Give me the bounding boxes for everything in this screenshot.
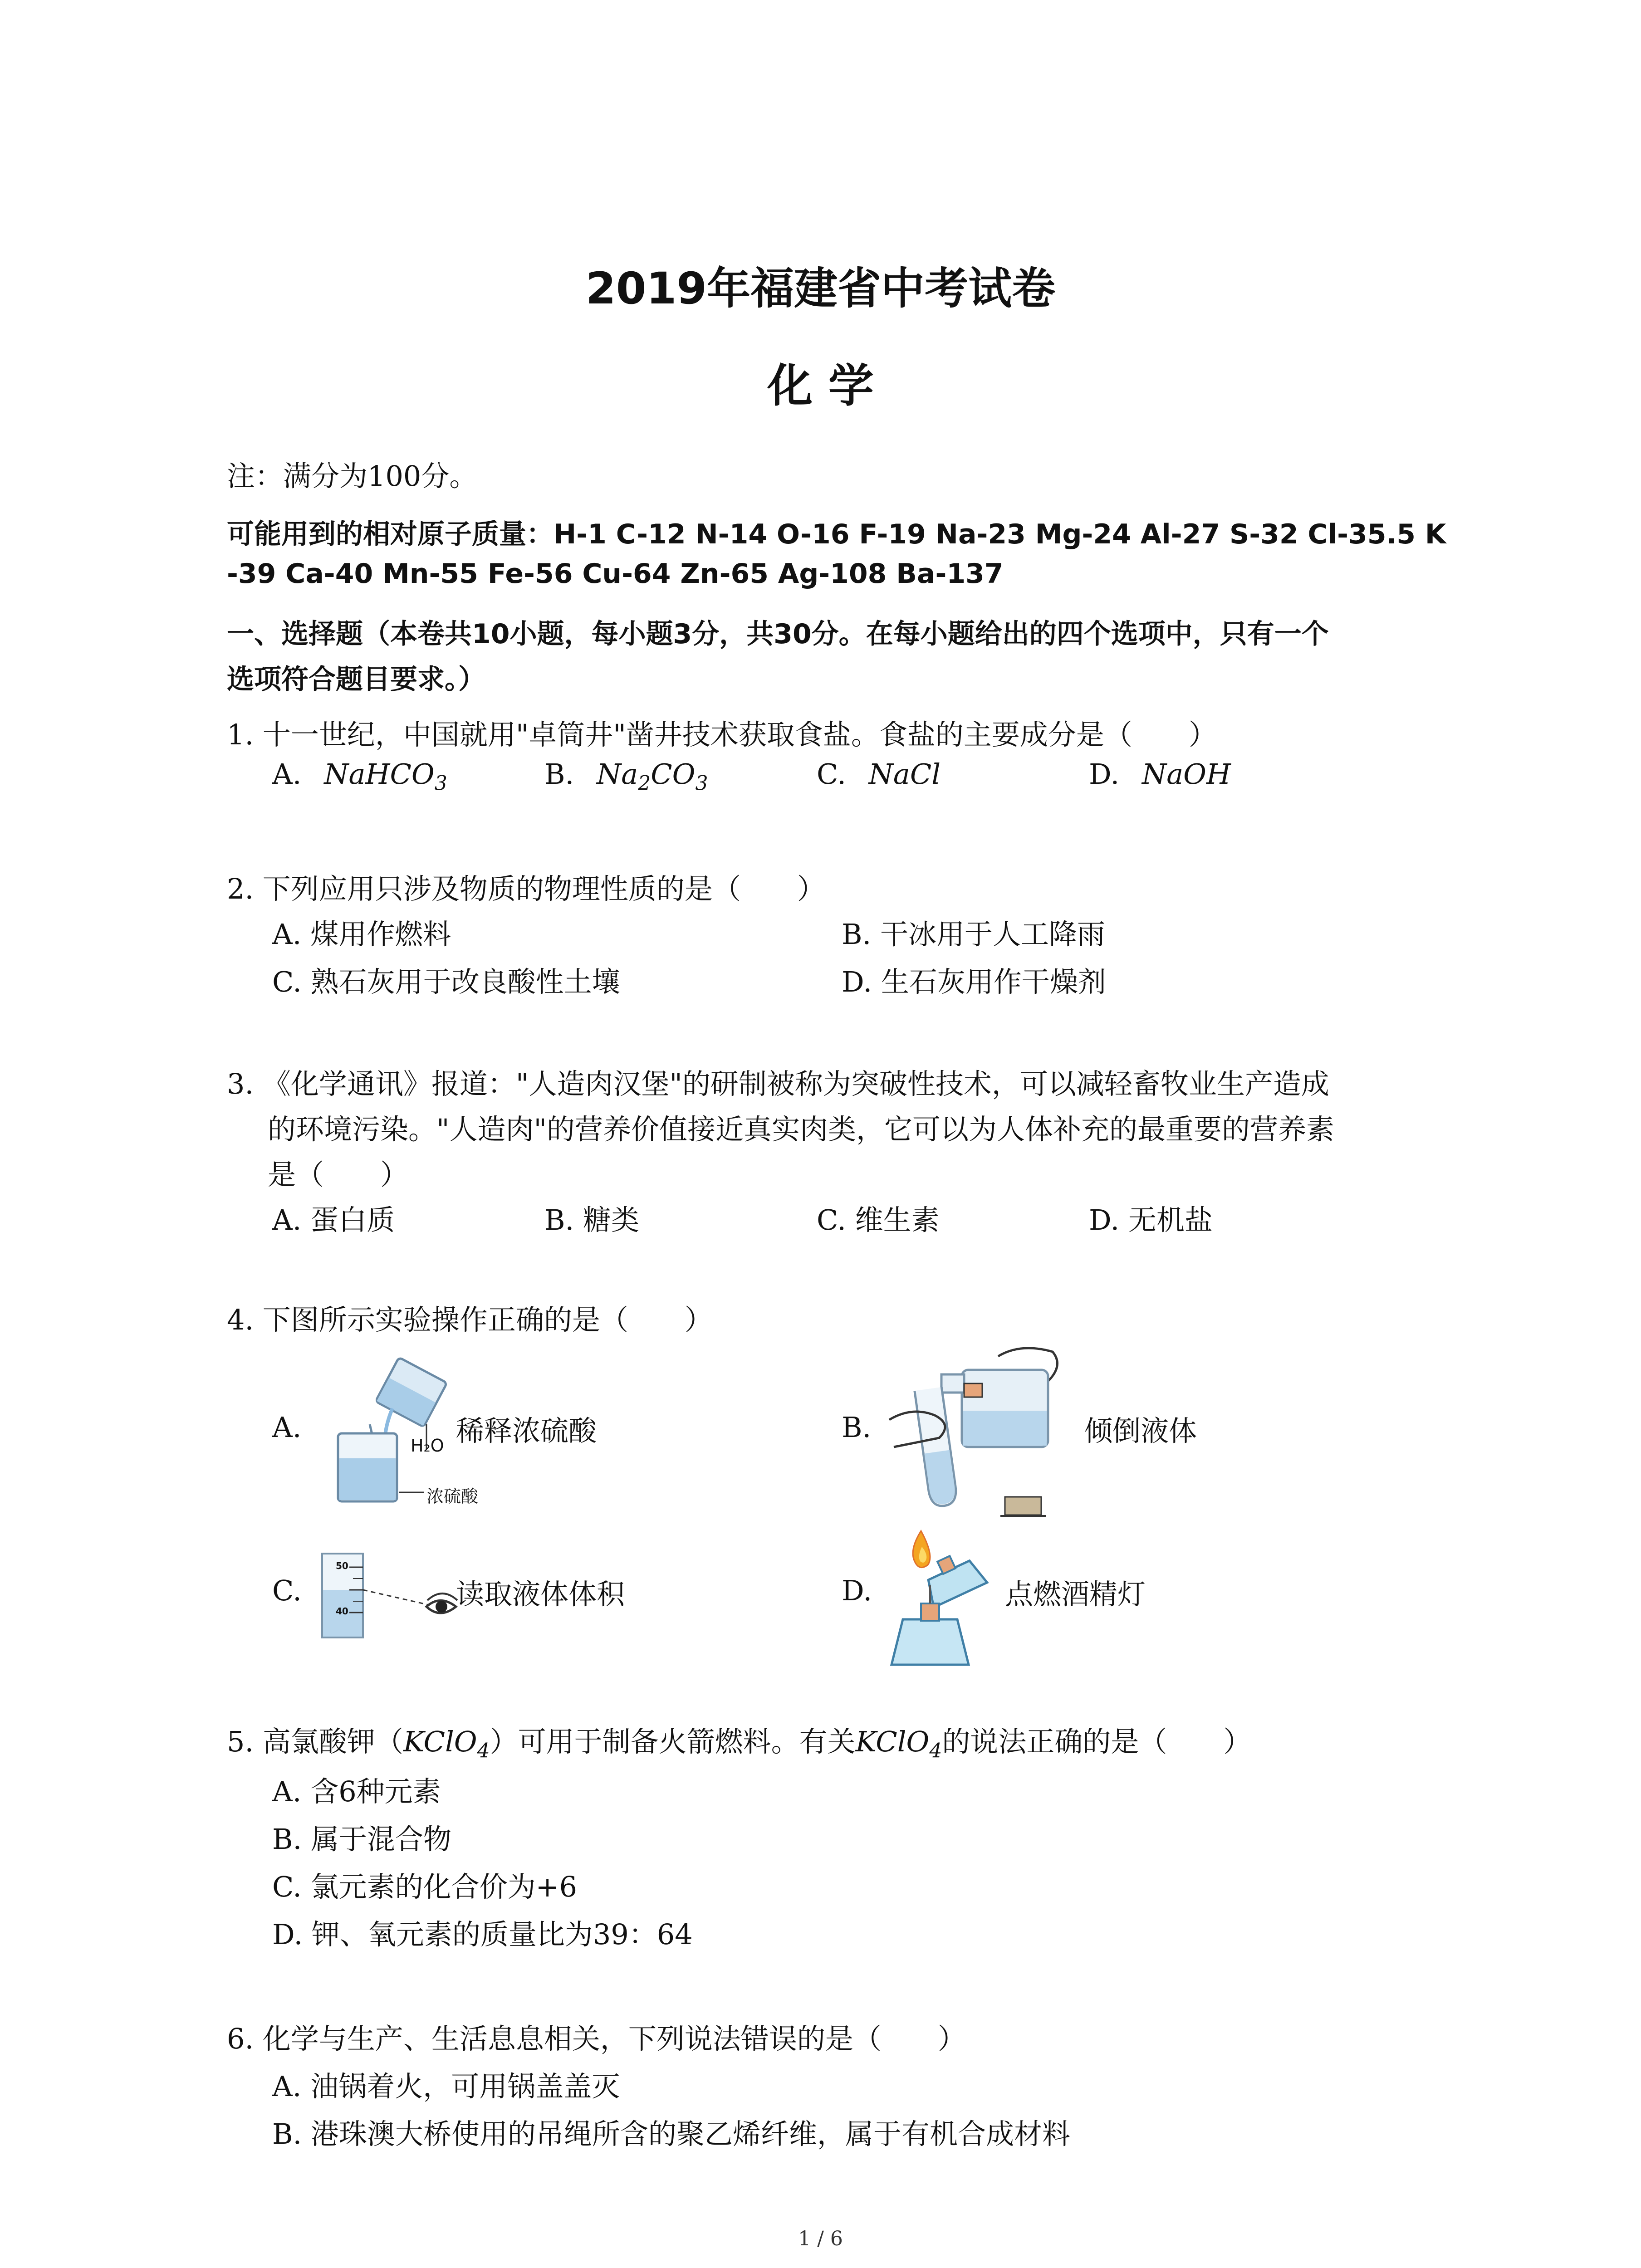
- q1-option-c-label: C.: [817, 758, 846, 791]
- q5-stem-post: 的说法正确的是（ ）: [942, 1725, 1252, 1758]
- water-label: H₂O: [411, 1436, 444, 1456]
- q3-stem-line-1: 3. 《化学通讯》报道："人造肉汉堡"的研制被称为突破性技术，可以减轻畜牧业生产造成: [227, 1067, 1329, 1100]
- section-heading-line-2: 选项符合题目要求。）: [227, 664, 485, 695]
- q1-option-b-sub-1: 2: [638, 772, 651, 795]
- q2-option-c: C. 熟石灰用于改良酸性土壤: [272, 965, 620, 998]
- q1-option-c: [817, 758, 941, 791]
- q5-formula-2-sub: 4: [929, 1739, 942, 1763]
- q4-option-d-caption: 点燃酒精灯: [1005, 1578, 1146, 1611]
- pouring-liquid-illustration: [885, 1338, 1075, 1529]
- q4-option-d-label: D.: [842, 1574, 872, 1607]
- alcohol-lamp-illustration: [885, 1529, 1003, 1674]
- q4-option-b-label: B.: [842, 1411, 872, 1444]
- page-number: 1 / 6: [798, 2227, 843, 2250]
- page-title: 2019年福建省中考试卷: [585, 263, 1056, 314]
- q1-option-c-formula: NaCl: [868, 758, 941, 791]
- cylinder-tick-40: 40: [336, 1606, 348, 1617]
- q5-option-d: D. 钾、氧元素的质量比为39：64: [272, 1918, 693, 1951]
- q2-option-b: B. 干冰用于人工降雨: [842, 918, 1105, 951]
- q1-option-a-label: A.: [272, 758, 302, 791]
- q5-stem: [227, 1719, 1251, 1762]
- q4-option-c-label: C.: [272, 1574, 302, 1607]
- q1-option-d: [1089, 758, 1231, 791]
- q1-option-b-label: B.: [544, 758, 574, 791]
- q1-option-d-formula: NaOH: [1141, 758, 1231, 791]
- subject-title: 化 学: [767, 359, 874, 412]
- q4-option-b-caption: 倾倒液体: [1084, 1414, 1197, 1447]
- q1-option-b: [544, 758, 708, 795]
- q4-stem: 4. 下图所示实验操作正确的是（ ）: [227, 1303, 713, 1336]
- q5-option-b: B. 属于混合物: [272, 1823, 451, 1856]
- q3-stem-line-3: 是（ ）: [268, 1158, 409, 1191]
- q5-option-c: C. 氯元素的化合价为+6: [272, 1870, 578, 1903]
- q5-option-a: A. 含6种元素: [272, 1775, 441, 1808]
- q5-formula-1: KClO: [403, 1725, 477, 1758]
- q3-option-a: A. 蛋白质: [272, 1203, 395, 1237]
- score-note: 注：满分为100分。: [227, 459, 478, 493]
- q2-option-a: A. 煤用作燃料: [272, 918, 451, 951]
- q3-option-c: C. 维生素: [817, 1203, 940, 1237]
- q1-option-a: [272, 758, 447, 795]
- q1-option-b-formula-1: Na: [597, 758, 638, 791]
- sulfuric-acid-label: 浓硫酸: [426, 1486, 479, 1506]
- q1-stem: 1. 十一世纪，中国就用"卓筒井"凿井技术获取食盐。食盐的主要成分是（ ）: [227, 718, 1217, 751]
- q2-stem: 2. 下列应用只涉及物质的物理性质的是（ ）: [227, 872, 825, 905]
- q2-option-d: D. 生石灰用作干燥剂: [842, 965, 1106, 998]
- q1-option-b-sub-2: 3: [695, 772, 708, 795]
- q1-option-d-label: D.: [1089, 758, 1120, 791]
- atomic-mass-line-1: 可能用到的相对原子质量：H-1 C-12 N-14 O-16 F-19 Na-23 Mg-24 Al-27 S-32 Cl-35.5 K: [227, 518, 1446, 550]
- q3-option-d: D. 无机盐: [1089, 1203, 1213, 1237]
- q5-stem-pre: 5. 高氯酸钾（: [227, 1725, 403, 1758]
- section-heading-line-1: 一、选择题（本卷共10小题，每小题3分，共30分。在每小题给出的四个选项中，只有一个: [227, 618, 1329, 650]
- q4-option-a-label: A.: [272, 1411, 302, 1444]
- q1-option-b-formula-2: CO: [651, 758, 696, 791]
- q6-stem: 6. 化学与生产、生活息息相关，下列说法错误的是（ ）: [227, 2022, 966, 2055]
- atomic-mass-line-2: -39 Ca-40 Mn-55 Fe-56 Cu-64 Zn-65 Ag-108 Ba-137: [227, 558, 1004, 590]
- q3-stem-line-2: 的环境污染。"人造肉"的营养价值接近真实肉类，它可以为人体补充的最重要的营养素: [268, 1113, 1335, 1146]
- q1-option-a-sub: 3: [434, 772, 447, 795]
- q4-option-a-caption: 稀释浓硫酸: [456, 1414, 597, 1447]
- q6-option-b: B. 港珠澳大桥使用的吊绳所含的聚乙烯纤维，属于有机合成材料: [272, 2117, 1070, 2151]
- q4-option-c-caption: 读取液体体积: [456, 1578, 625, 1611]
- q5-stem-mid: ）可用于制备火箭燃料。有关: [490, 1725, 856, 1758]
- q6-option-a: A. 油锅着火，可用锅盖盖灭: [272, 2070, 620, 2103]
- q5-formula-2: KClO: [855, 1725, 930, 1758]
- q3-option-b: B. 糖类: [544, 1203, 639, 1237]
- q5-formula-1-sub: 4: [477, 1739, 490, 1763]
- cylinder-tick-50: 50: [336, 1560, 348, 1571]
- q1-option-a-formula: NaHCO: [324, 758, 435, 791]
